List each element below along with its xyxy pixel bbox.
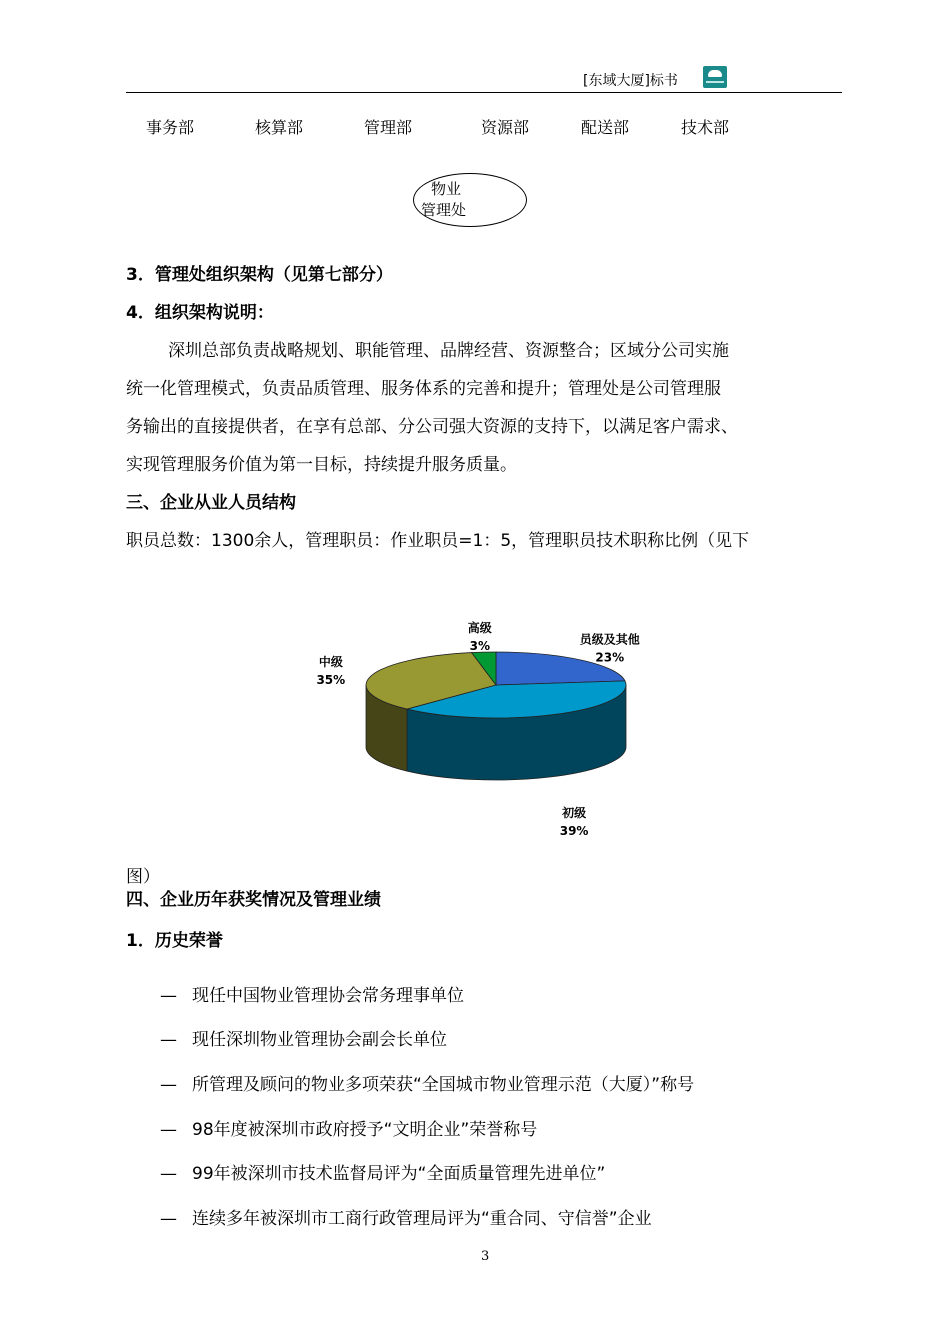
pie-category-label: 高级: [467, 621, 492, 636]
dash-marker: —: [160, 1209, 177, 1229]
honor-text: 连续多年被深圳市工商行政管理局评为“重合同、守信誉”企业: [192, 1209, 652, 1229]
company-logo: [703, 66, 727, 88]
honor-item: [160, 1204, 652, 1229]
dept-peisong: 配送部: [581, 118, 630, 137]
dash-marker: —: [160, 1075, 177, 1095]
staff-summary-end: 图）: [126, 867, 160, 887]
office-label-line2: 管理处: [421, 201, 467, 219]
dept-hesuan: 核算部: [255, 118, 304, 137]
dash-marker: —: [160, 1164, 177, 1184]
honor-heading: 1．历史荣誉: [126, 931, 223, 951]
dept-ziyuan: 资源部: [481, 118, 530, 137]
dept-guanli: 管理部: [364, 118, 413, 137]
dash-marker: —: [160, 1030, 177, 1050]
title-pie-chart: [300, 600, 680, 838]
paragraph-line: 深圳总部负责战略规划、职能管理、品牌经营、资源整合；区域分公司实施: [168, 341, 729, 361]
pie-value-label: 3%: [469, 639, 491, 654]
office-label-line1: 物业: [431, 180, 462, 198]
dept-jishu: 技术部: [681, 118, 730, 137]
paragraph-line: 务输出的直接提供者，在享有总部、分公司强大资源的支持下，以满足客户需求、: [126, 417, 738, 437]
honor-item: [160, 1159, 605, 1184]
pie-category-label: 初级: [562, 805, 587, 820]
pie-category-label: 员级及其他: [579, 632, 640, 647]
pie-value-label: 35%: [316, 672, 346, 687]
dept-shiwu: 事务部: [146, 118, 195, 137]
staff-summary: 职员总数：1300余人，管理职员：作业职员=1：5，管理职员技术职称比例（见下: [126, 531, 750, 551]
honor-item: [160, 1025, 447, 1050]
paragraph-line: 实现管理服务价值为第一目标，持续提升服务质量。: [126, 455, 517, 475]
header-rule: [126, 92, 842, 93]
honor-item: [160, 1115, 537, 1140]
honor-text: 所管理及顾问的物业多项荣获“全国城市物业管理示范（大厦）”称号: [192, 1075, 695, 1095]
honor-item: [160, 1070, 694, 1095]
honor-text: 现任深圳物业管理协会副会长单位: [192, 1030, 447, 1050]
header-title: [东域大厦]标书: [583, 73, 678, 89]
honor-item: [160, 981, 464, 1006]
dash-marker: —: [160, 1120, 177, 1140]
item-4-heading: 4．组织架构说明：: [126, 303, 274, 323]
honor-text: 99年被深圳市技术监督局评为“全面质量管理先进单位”: [192, 1164, 606, 1184]
honor-text: 98年度被深圳市政府授予“文明企业”荣誉称号: [192, 1120, 538, 1140]
part-4-heading: 四、企业历年获奖情况及管理业绩: [126, 890, 381, 910]
honor-text: 现任中国物业管理协会常务理事单位: [192, 986, 464, 1006]
pie-category-label: 中级: [318, 654, 343, 669]
pie-value-label: 23%: [595, 650, 625, 665]
pie-value-label: 39%: [559, 823, 589, 838]
part-3-heading: 三、企业从业人员结构: [126, 493, 296, 513]
item-3-heading: 3．管理处组织架构（见第七部分）: [126, 265, 393, 285]
dash-marker: —: [160, 986, 177, 1006]
paragraph-line: 统一化管理模式，负责品质管理、服务体系的完善和提升；管理处是公司管理服: [126, 379, 721, 399]
page-number: 3: [481, 1249, 490, 1264]
